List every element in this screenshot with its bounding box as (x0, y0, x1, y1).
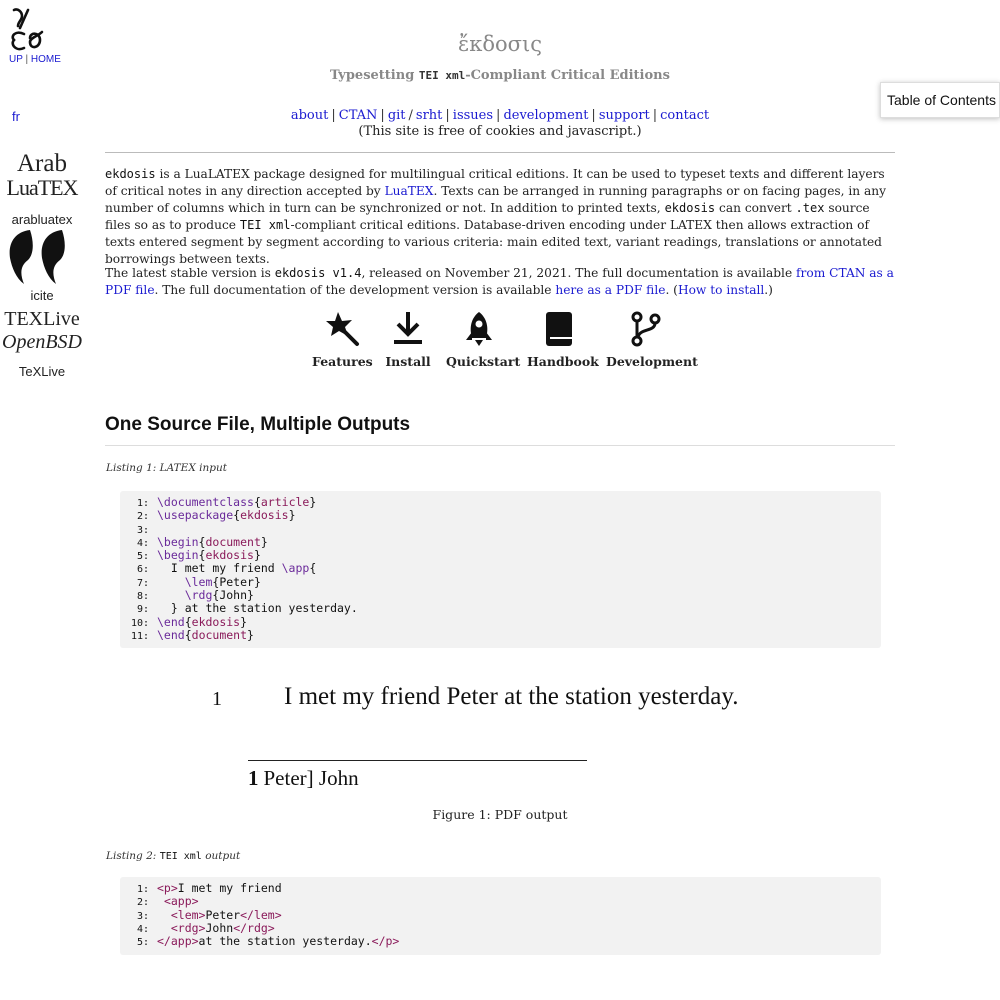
code-line (128, 935, 881, 948)
code-token: } (260, 534, 268, 549)
code-token: </lem> (240, 907, 282, 922)
figure-main-text: I met my friend Peter at the station yesterday. (284, 683, 739, 710)
code-line-number: 1: (136, 498, 149, 509)
stable-version: ekdosis v1.4 (274, 266, 362, 280)
code-token: <p> (157, 881, 178, 895)
texlive-link[interactable]: TeXLive (18, 364, 66, 379)
code-token (157, 588, 185, 602)
arabluatex-logo-line1: Arab (17, 150, 67, 177)
cookie-note: (This site is free of cookies and javascript.) (358, 124, 642, 139)
code-line (128, 909, 881, 922)
ctan-pdf-link[interactable]: from CTAN as a PDF file (105, 266, 894, 297)
code-token: } (240, 614, 248, 629)
features-label: Features (312, 354, 373, 369)
code-line-number: 7: (136, 577, 149, 589)
handbook-link[interactable] (527, 310, 599, 369)
nav-separator: | (25, 54, 29, 65)
code-line-number: 2: (136, 511, 149, 523)
apparatus-note-text: Peter] John (263, 766, 359, 790)
code-line-number: 11: (130, 630, 149, 642)
nav-git[interactable]: git (387, 108, 406, 123)
code-line-number: 8: (136, 591, 149, 603)
code-line (128, 602, 881, 615)
code-line (128, 616, 881, 629)
code-line (128, 922, 881, 935)
table-of-contents-button[interactable]: Table of Contents (880, 82, 1000, 118)
code-token: \end (157, 614, 185, 629)
home-link[interactable]: HOME (30, 54, 61, 65)
luatex-link[interactable]: LuaTEX (384, 184, 434, 198)
code-line (128, 895, 881, 908)
stable-text-c: . The full documentation of the development version is available (154, 283, 552, 297)
code-line-number: 10: (130, 617, 149, 629)
code-line-number: 1: (136, 884, 149, 895)
install-link[interactable] (383, 310, 433, 369)
development-link[interactable] (606, 310, 698, 369)
code-token: <lem> (170, 907, 206, 922)
code-token: \usepackage (157, 508, 234, 523)
nav-separator: | (331, 108, 336, 123)
header-divider (105, 152, 895, 153)
arabluatex-logo[interactable] (0, 152, 84, 200)
texlive-openbsd-logo[interactable] (0, 308, 84, 354)
code-line-number: 5: (136, 937, 149, 949)
code-line (128, 882, 881, 895)
code-token: \begin (157, 548, 199, 563)
code-token: } (288, 508, 296, 523)
code-line (128, 509, 881, 522)
code-line (128, 562, 881, 575)
code-token: } (247, 627, 254, 642)
figure-apparatus-note (248, 766, 359, 791)
tei-code-listing (120, 877, 881, 955)
stable-text-e: .) (764, 283, 773, 297)
code-token: <app> (163, 894, 199, 909)
install-label: Install (385, 354, 431, 369)
code-token: { (309, 561, 317, 576)
code-token: \lem (184, 574, 213, 589)
nav-development[interactable]: development (503, 108, 589, 123)
section-divider (105, 445, 895, 446)
dev-pdf-link[interactable]: here as a PDF file (555, 283, 666, 297)
code-token: } (309, 495, 317, 509)
texlive-logo-line1: TEXLive (4, 308, 80, 330)
nav-separator: | (591, 108, 596, 123)
code-line-number: 9: (136, 604, 149, 616)
code-token: I met my friend (177, 881, 282, 895)
code-token: ekdosis (240, 508, 289, 523)
package-name: ekdosis (664, 201, 716, 215)
code-token: { (198, 548, 206, 563)
icite-quote-icon[interactable] (0, 228, 84, 288)
subtitle-tei-xml: TEI xml (418, 69, 466, 82)
code-token: } at the station yesterday. (157, 601, 358, 616)
listing2-caption-suffix: output (205, 850, 241, 862)
stable-text-d: . ( (665, 283, 678, 297)
listing2-caption-mono: TEI xml (159, 851, 202, 862)
code-line (128, 589, 881, 602)
code-token: \end (157, 627, 185, 642)
stable-version-paragraph (105, 265, 897, 299)
download-icon (390, 310, 426, 348)
code-token: </rdg> (233, 920, 275, 935)
code-token: article (260, 495, 310, 509)
code-token: { (184, 614, 192, 629)
code-token: { (253, 495, 261, 509)
code-token (157, 894, 164, 908)
subtitle-prefix: Typesetting (330, 68, 415, 83)
top-nav (0, 108, 1000, 123)
code-line-number: 4: (136, 923, 149, 935)
nav-separator: / (408, 108, 413, 123)
code-line-number: 6: (136, 564, 149, 576)
code-line-number: 5: (136, 551, 149, 563)
code-token: <rdg> (170, 920, 206, 935)
nav-contact[interactable]: contact (660, 108, 710, 123)
listing2-caption (106, 850, 240, 862)
code-line (128, 576, 881, 589)
intro-text-d: source files so as to produce (105, 201, 870, 232)
code-line-number: 2: (136, 897, 149, 909)
code-token: ekdosis (191, 614, 241, 629)
code-token: { (198, 534, 206, 549)
figure-line-number: 1 (212, 688, 222, 710)
code-token: </p> (371, 934, 400, 949)
git-branch-icon (628, 310, 664, 348)
code-token: Peter (205, 907, 241, 922)
language-fr-link[interactable]: fr (12, 109, 20, 124)
code-line-number: 4: (136, 537, 149, 549)
code-token: I met my friend (157, 561, 282, 576)
icite-link[interactable]: icite (30, 288, 54, 303)
nav-ctan[interactable]: CTAN (338, 108, 378, 123)
code-token: } (253, 548, 261, 563)
listing2-caption-prefix: Listing 2: (106, 850, 157, 862)
quickstart-label: Quickstart (446, 354, 521, 369)
code-token: \app (281, 561, 310, 576)
intro-paragraph (105, 166, 897, 268)
code-token: John (205, 920, 234, 935)
tex-extension: .tex (795, 201, 825, 215)
code-token: { (233, 508, 241, 523)
how-to-install-link[interactable]: How to install (677, 283, 765, 297)
code-line (128, 629, 881, 642)
intro-text-b: . Texts can be arranged in running paragraphs or on facing pages, in any number of columns which in turn can be synchronized or not. In addition to printed texts, (105, 184, 887, 215)
code-line (128, 496, 881, 509)
nav-support[interactable]: support (598, 108, 650, 123)
stable-text-b: , released on November 21, 2021. The full documentation is available (361, 266, 793, 280)
nav-srht[interactable]: srht (415, 108, 443, 123)
book-icon (541, 310, 577, 348)
subtitle-suffix: -Compliant Critical Editions (465, 68, 670, 83)
code-token: \rdg (184, 588, 213, 603)
code-token: document (205, 534, 261, 549)
code-token: document (191, 627, 248, 642)
code-token (157, 575, 185, 589)
footnote-rule (248, 760, 587, 761)
code-token: \begin (157, 534, 199, 549)
star-cursor-icon (324, 310, 360, 348)
nav-separator: | (445, 108, 450, 123)
code-line (128, 523, 881, 536)
code-line-number: 3: (136, 910, 149, 922)
nav-separator: | (652, 108, 658, 123)
code-token: at the station yesterday. (198, 934, 372, 949)
intro-text-c: can convert (719, 201, 792, 215)
code-token (157, 908, 171, 922)
arabluatex-link[interactable]: arabluatex (11, 212, 73, 227)
listing1-caption: Listing 1: LATEX input (106, 462, 227, 474)
latex-code-listing (120, 491, 881, 648)
site-title: ἔκδοσις (457, 32, 542, 56)
code-line (128, 549, 881, 562)
quickstart-link[interactable] (446, 310, 521, 369)
code-token: {Peter} (212, 574, 261, 589)
nav-issues[interactable]: issues (452, 108, 494, 123)
section-heading: One Source File, Multiple Outputs (105, 414, 411, 435)
features-link[interactable] (312, 310, 372, 369)
code-token: \documentclass (157, 495, 254, 509)
rocket-icon (461, 310, 497, 348)
nav-about[interactable]: about (290, 108, 329, 123)
texlive-logo-line2: OpenBSD (2, 331, 82, 353)
code-token: </app> (157, 934, 199, 949)
intro-text-e: -compliant critical editions. Database-driven encoding under LATEX then allows extraction of texts entered segment by segment according to various criteria: main edited text, variant readings, translations or annotated borrowings between texts. (105, 218, 882, 266)
nav-separator: | (496, 108, 501, 123)
development-label: Development (606, 354, 698, 369)
code-line (128, 536, 881, 549)
nav-separator: | (380, 108, 385, 123)
code-token: { (184, 627, 192, 642)
figure-caption: Figure 1: PDF output (432, 807, 568, 822)
code-line-number: 3: (136, 524, 149, 536)
arabluatex-logo-line2: LuaTEX (6, 175, 78, 200)
tei-xml-term: TEI xml (239, 218, 291, 232)
site-subtitle (0, 68, 1000, 83)
handbook-label: Handbook (527, 354, 599, 369)
intro-text-a: is a LuaLATEX package designed for multilingual critical editions. It can be used to typeset texts and different layers of critical notes in any direction accepted by (105, 167, 885, 198)
up-link[interactable]: UP (9, 54, 23, 65)
code-token: {John} (212, 588, 254, 603)
stable-text-a: The latest stable version is (105, 266, 271, 280)
apparatus-note-number: 1 (248, 766, 259, 790)
package-name: ekdosis (105, 167, 156, 181)
code-token: ekdosis (205, 548, 254, 563)
code-token (157, 921, 171, 935)
